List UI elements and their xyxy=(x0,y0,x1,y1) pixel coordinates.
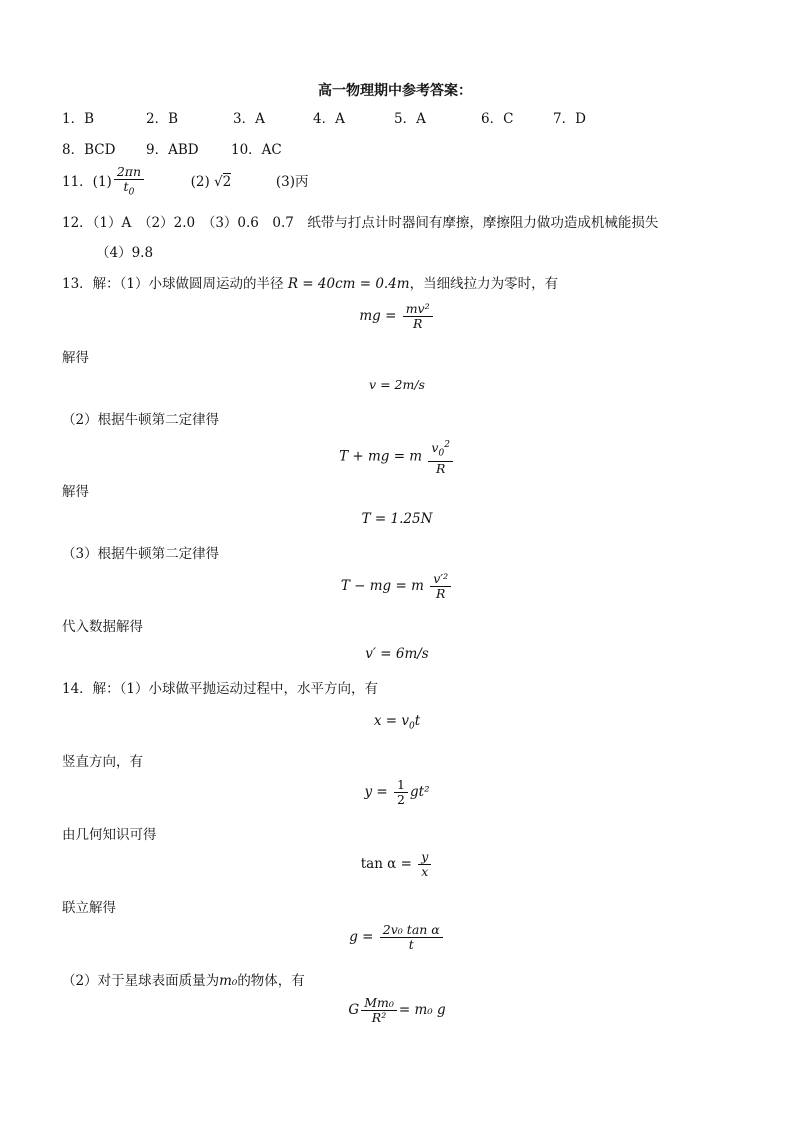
answer-7: 7．D xyxy=(553,111,586,127)
answer-2: 2．B xyxy=(146,111,179,127)
q13-result-2: T = 1.25N xyxy=(361,511,433,527)
question-12-line-1: 12．（1）A （2）2.0 （3）0.6 0.7 纸带与打点计时器间有摩擦，摩擦阻力做功造成机械能损失 xyxy=(62,215,659,231)
answer-3: 3．A xyxy=(233,111,265,127)
q14-eq3: tan α = $\frac{y}{x}$ xyxy=(0,850,794,879)
answer-8: 8．BCD xyxy=(62,142,116,158)
sqrt-symbol: √2 xyxy=(214,173,232,190)
q13-solve-3: 代入数据解得 xyxy=(62,619,143,635)
q11-prefix: 11．(1) xyxy=(62,173,112,190)
answer-10: 10．AC xyxy=(231,142,282,158)
question-12-line-2: （4）9.8 xyxy=(96,245,154,261)
answer-4: 4．A xyxy=(313,111,345,127)
q14-part-2: （2）对于星球表面质量为m₀的物体，有 xyxy=(62,973,305,989)
q13-solve-1: 解得 xyxy=(62,350,89,366)
q14-eq2: y = $\frac{1}{2}$ gt² xyxy=(364,777,430,807)
q13-eq3: T − mg = m $\frac{\text{v′²}}{R}$ xyxy=(0,572,794,601)
q14-vertical: 竖直方向，有 xyxy=(62,754,143,770)
page-title: 高一物理期中参考答案： xyxy=(318,83,472,99)
q13-part-2: （2）根据牛顿第二定律得 xyxy=(62,412,220,428)
q13-eq2: T + mg = m $\frac{v_0^2}{R}$ xyxy=(0,438,794,476)
answer-1: 1．B xyxy=(62,111,95,127)
q11-sqrt-value: 2 xyxy=(222,173,232,190)
q11-part2: (2) xyxy=(190,173,210,190)
q13-part-3: （3）根据牛顿第二定律得 xyxy=(62,546,220,562)
q13-radius-eq: R = 40cm = 0.4m xyxy=(287,276,410,292)
q11-frac-num: 2πn xyxy=(114,165,144,180)
q14-geometry: 由几何知识可得 xyxy=(62,827,157,843)
answer-9: 9．ABD xyxy=(146,142,199,158)
q11-frac-den: $t_0$ xyxy=(123,179,135,198)
q14-combine: 联立解得 xyxy=(62,900,116,916)
question-11 xyxy=(62,165,308,200)
q13-result-1: v = 2m/s xyxy=(369,377,425,392)
answer-5: 5．A xyxy=(394,111,426,127)
q13-solve-2: 解得 xyxy=(62,484,89,500)
question-14-intro: 14．解：（1）小球做平抛运动过程中，水平方向，有 xyxy=(62,681,379,697)
q11-part3: (3)丙 xyxy=(275,173,309,190)
q14-eq5: G $\frac{\text{Mm₀}}{\text{R²}}$ = m₀ g xyxy=(348,995,446,1025)
q13-eq1: mg = $\frac{\text{mv²}}{R}$ xyxy=(0,302,794,331)
q14-eq1: $x = v_0t$ xyxy=(373,713,421,732)
q11-fraction xyxy=(114,165,144,200)
q14-eq4: g = $\frac{\text{2v₀ tan α}}{t}$ xyxy=(0,923,794,952)
q14-mass-symbol: m₀ xyxy=(219,973,238,989)
q13-result-3: v′ = 6m/s xyxy=(365,646,429,662)
question-13-intro: 13．解：（1）小球做圆周运动的半径 R = 40cm = 0.4m，当细线拉力为零时，有 xyxy=(62,276,559,292)
answer-6: 6．C xyxy=(481,111,514,127)
